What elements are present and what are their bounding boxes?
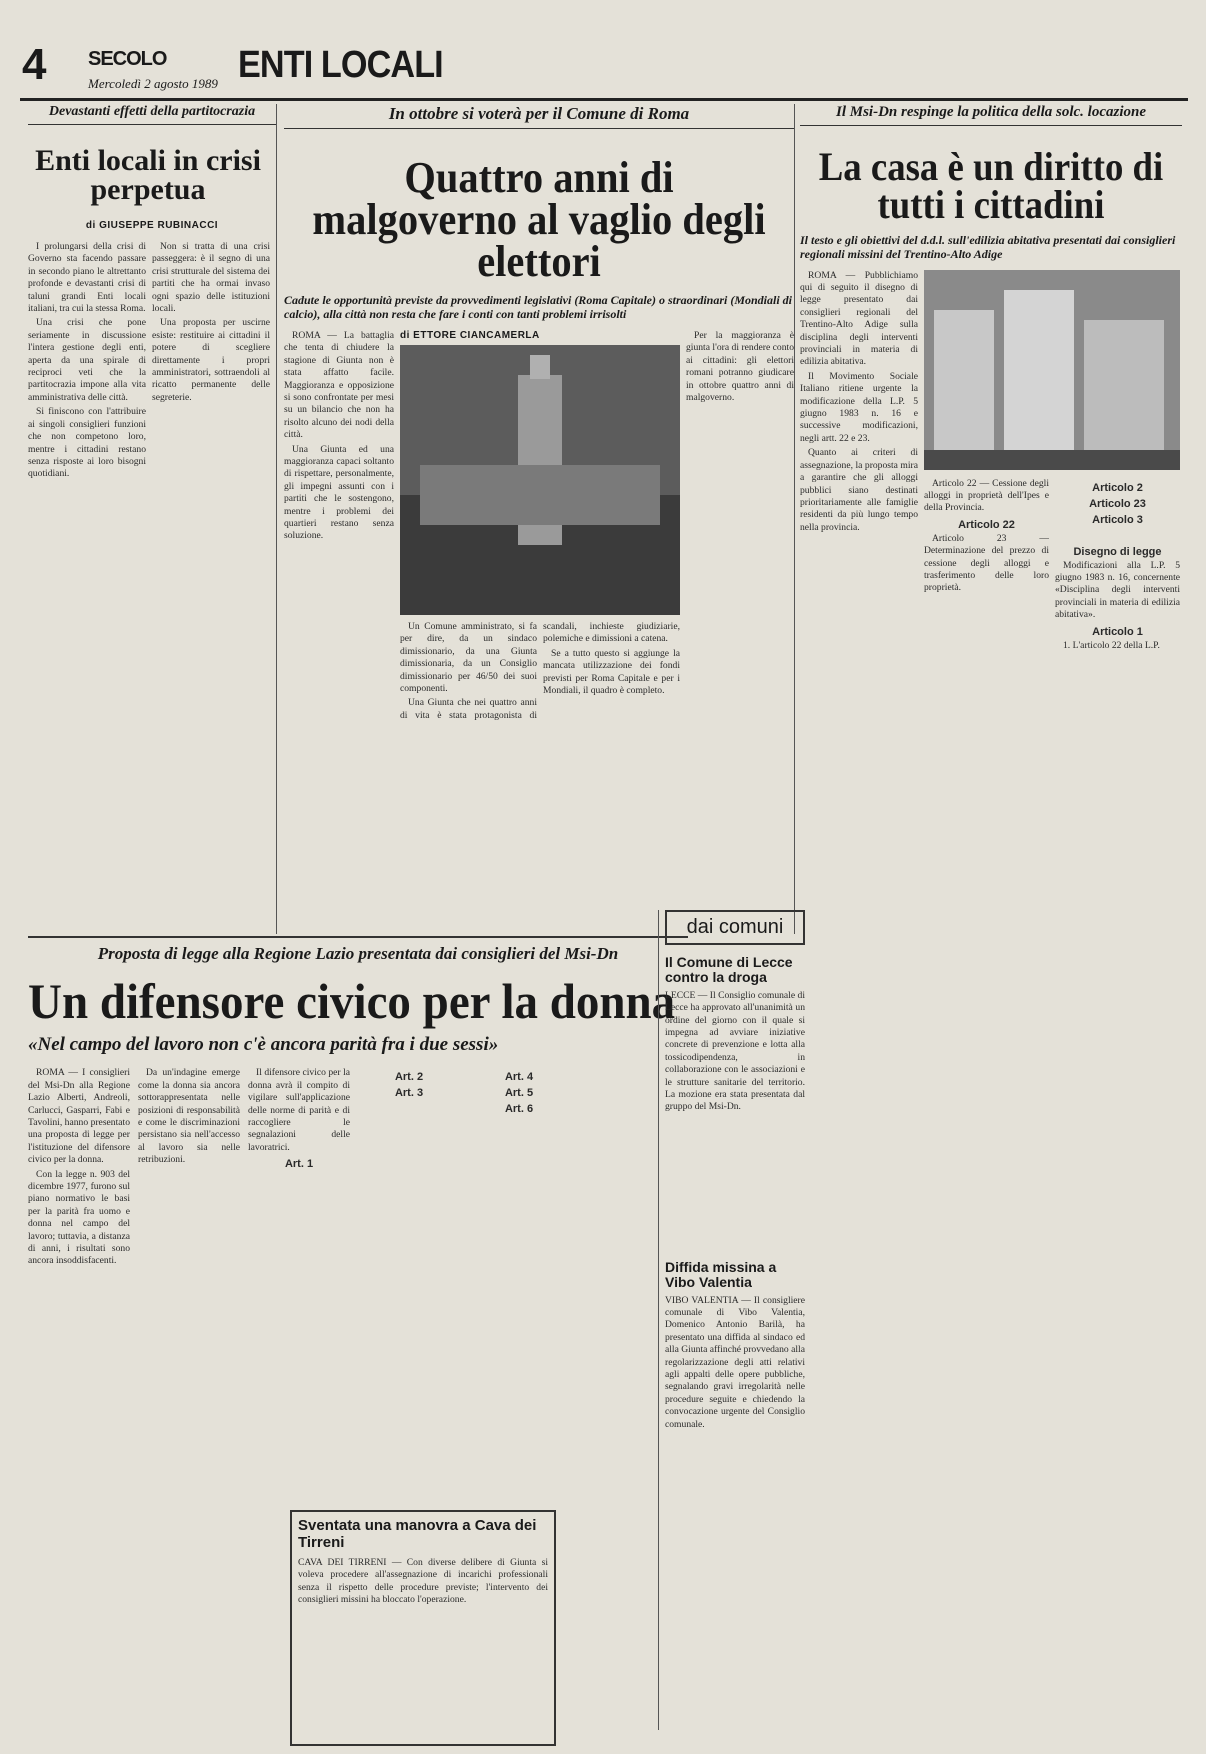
item-body: LECCE — Il Consiglio comunale di Lecce ha approvato all'unanimità un ordine del giorno con il quale si impegna ad avviare iniziative concrete di prevenzione e lotta alla tossicodipendenza, in collaborazione con le associazioni e le strutture sanitarie del territorio. La mozione era stata presentata dal gruppo del Msi-Dn. [665,989,805,1113]
paragraph: ROMA — Pubblichiamo qui di seguito il disegno di legge presentato dai consiglieri regionali del Trentino-Alto Adige sulla disciplina degli interventi provinciali in materia di edilizia abitativa. [800,269,918,368]
text-column [686,330,794,1010]
text-column [28,241,146,861]
text-column [138,1067,240,1667]
masthead-rule [20,98,1188,101]
paragraph: Un Comune amministrato, si fa per dire, da un sindaco dimissionario, da una Giunta dimissionaria, da un Consiglio dimissionario per 46/50 dei suoi componenti. [400,620,537,695]
text-column [924,478,1049,1658]
paragraph: Articolo 23 — Determinazione del prezzo di cessione degli alloggi e trasferimento delle loro proprietà. [924,532,1049,594]
paragraph: Se a tutto questo si aggiunge la mancata utilizzazione dei fondi previsti per Roma Capitale e per i Mondiali, il quadro è completo. [543,647,680,697]
box-cava-dei-tirreni [290,1510,556,1746]
kicker: Proposta di legge alla Regione Lazio presentata dai consiglieri del Msi-Dn [97,944,619,963]
article-enti-locali [28,104,277,934]
page-number: 4 [22,40,47,89]
paragraph: 1. L'articolo 22 della L.P. [1063,639,1160,651]
subtitle: Cadute le opportunità previste da provvedimenti legislativi (Roma Capitale) o straordinari (Mondiali di calcio), alla città non resta che fare i conti con tanti problemi irrisolti [284,293,793,322]
article-label: Art. 5 [504,1087,534,1100]
article-label: Art. 4 [504,1071,534,1084]
subtitle: Il testo e gli obiettivi del d.d.l. sull'edilizia abitativa presentati dai consiglieri regionali missini del Trentino-Alto Adige [800,233,1176,261]
paragraph: Per la maggioranza è giunta l'ora di rendere conto ai cittadini: gli elettori romani potranno giudicare in ottobre quattro anni di malgoverno. [686,329,794,404]
article-label: Art. 6 [504,1103,534,1116]
item-body: VIBO VALENTIA — Il consigliere comunale di Vibo Valentia, Domenico Antonio Barilà, ha presentato una diffida al sindaco ed alla Giunta affinché provvedano alla regolarizzazione degli atti relativi agli appalti delle opere pubbliche, segnalando gravi irregolarità nelle procedure seguite e chiedendo la convocazione urgente del Consiglio comunale. [665,1294,805,1430]
subtitle: «Nel campo del lavoro non c'è ancora parità fra i due sessi» [28,1033,499,1055]
article-label: Articolo 23 [1089,497,1146,510]
paragraph: Il Movimento Sociale Italiano ritiene urgente la modificazione della L.P. 5 giugno 1983 n. 16 e successive modificazioni, negli artt. 22 e 23. [800,370,918,444]
campidoglio-image [400,345,680,615]
newspaper-logo: SECOLO [88,48,167,70]
item-title: Il Comune di Lecce contro la droga [665,954,793,986]
issue-date: Mercoledì 2 agosto 1989 [88,76,218,91]
article-label: Art. 3 [394,1087,424,1100]
paragraph: ROMA — La battaglia che tenta di chiudere la stagione di Giunta non è stata affatto facile. Maggioranza e opposizione si sono confrontate per mesi su un bilancio che non ha risolto alcuno dei nodi della città. [284,329,394,441]
kicker: In ottobre si voterà per il Comune di Roma [284,104,794,129]
byline: di ETTORE CIANCAMERLA [400,329,540,341]
article-casa [800,104,1182,1734]
text-column [152,241,270,861]
housing-photo [924,270,1180,470]
text-column [28,1067,130,1667]
article-label: Articolo 1 [1092,625,1143,638]
article-label: Art. 2 [394,1071,424,1084]
article-label: Articolo 22 [958,518,1015,531]
buildings-image [924,270,1180,470]
box-dai-comuni [658,910,805,1730]
item-title: Diffida missina a Vibo Valentia [665,1258,777,1291]
paragraph: Una Giunta che nei quattro anni di vita è stata protagonista di scandali, inchieste giudiziarie, polemiche e dimissioni a catena. [400,620,680,721]
paragraph: Una crisi che pone seriamente in discussione l'intera gestione degli enti, aperta da una spirale di reciproci veti che la partitocrazia impone alla vita amministrativa delle città. [28,317,146,403]
item-body: CAVA DEI TIRRENI — Con diverse delibere di Giunta si voleva procedere all'assegnazione di incarichi professionali senza il rispetto delle procedure previste; l'intervento dei consiglieri missini ha bloccato l'operazione. [298,1557,548,1606]
article-label: Articolo 3 [1092,513,1143,526]
paragraph: Si finiscono con l'attribuire ai singoli consiglieri funzioni che non competono loro, mentre i cittadini restano senza risposte ai loro bisogni quotidiani. [28,406,146,480]
bill-title: Disegno di legge [1073,545,1162,558]
headline: La casa è un diritto di tutti i cittadini [818,144,1164,227]
kicker: Devastanti effetti della partitocrazia [28,104,276,125]
byline: di GIUSEPPE RUBINACCI [85,220,219,231]
paragraph: Quanto ai criteri di assegnazione, la proposta mira a garantire che gli alloggi pubblici siano destinati prioritariamente alle famiglie residenti da più lungo tempo nella provincia. [800,447,918,533]
article-roma [284,104,795,934]
box-header: dai comuni [665,910,805,945]
paragraph: I prolungarsi della crisi di Governo sta facendo passare in secondo piano le altrettanto profonde e devastanti crisi di taluni grandi Enti locali italiani, tra cui la stessa Roma. [28,241,146,315]
kicker: Il Msi-Dn respinge la politica della solc. locazione [800,104,1182,126]
headline: Quattro anni di malgoverno al vaglio degli elettori [312,153,766,286]
text-column [1055,478,1180,1658]
campidoglio-photo [400,345,680,615]
paragraph: Una Giunta ed una maggioranza capaci soltanto di rispettare, personalmente, gli impegni assunti con i partiti che le sostengono, mentre i problemi dei quartieri restano senza soluzione. [284,443,394,542]
article-label: Art. 1 [284,1158,314,1171]
text-column [800,270,918,1670]
section-title: ENTI LOCALI [238,44,443,86]
paragraph: ROMA — I consiglieri del Msi-Dn alla Regione Lazio Alberti, Andreoli, Carlucci, Gasparri, Fabi e Tavolini, hanno presentato una proposta di legge per l'istituzione del difensore civico per la donna. [28,1067,130,1166]
headline: Enti locali in crisi perpetua [35,144,261,206]
paragraph: Modificazioni alla L.P. 5 giugno 1983 n. 16, concernente «Disciplina degli interventi provinciali in materia di edilizia abitativa». [1055,559,1180,621]
article-label: Articolo 2 [1092,481,1143,494]
paragraph: Articolo 22 — Cessione degli alloggi in proprietà dell'Ipes e della Provincia. [924,477,1049,514]
paragraph: Con la legge n. 903 del dicembre 1977, furono sul piano normativo le basi per la parità fra uomo e donna nel campo del lavoro; tuttavia, a distanza di anni, i risultati sono ancora insoddisfacenti. [28,1168,130,1267]
paragraph: Una proposta per uscirne esiste: restituire ai cittadini il potere di scegliere direttamente i propri amministratori, sottraendoli al ricatto permanente delle segreterie. [152,317,270,403]
text-column [284,330,394,1010]
paragraph: Da un'indagine emerge come la donna sia ancora sottorappresentata nelle posizioni di responsabilità e come le discriminazioni persistano sia nell'accesso al lavoro sia nelle retribuzioni. [138,1067,240,1166]
paragraph: Non si tratta di una crisi passeggera: è il segno di una crisi strutturale del sistema dei partiti che ha ormai invaso ogni spazio delle istituzioni locali. [152,241,270,315]
photo-column [400,330,680,1021]
item-title: Sventata una manovra a Cava dei Tirreni [298,1517,537,1551]
headline: Un difensore civico per la donna [28,973,676,1029]
paragraph: Il difensore civico per la donna avrà il compito di vigilare sull'applicazione delle norme di parità e di raccogliere le segnalazioni delle lavoratrici. [248,1067,350,1153]
